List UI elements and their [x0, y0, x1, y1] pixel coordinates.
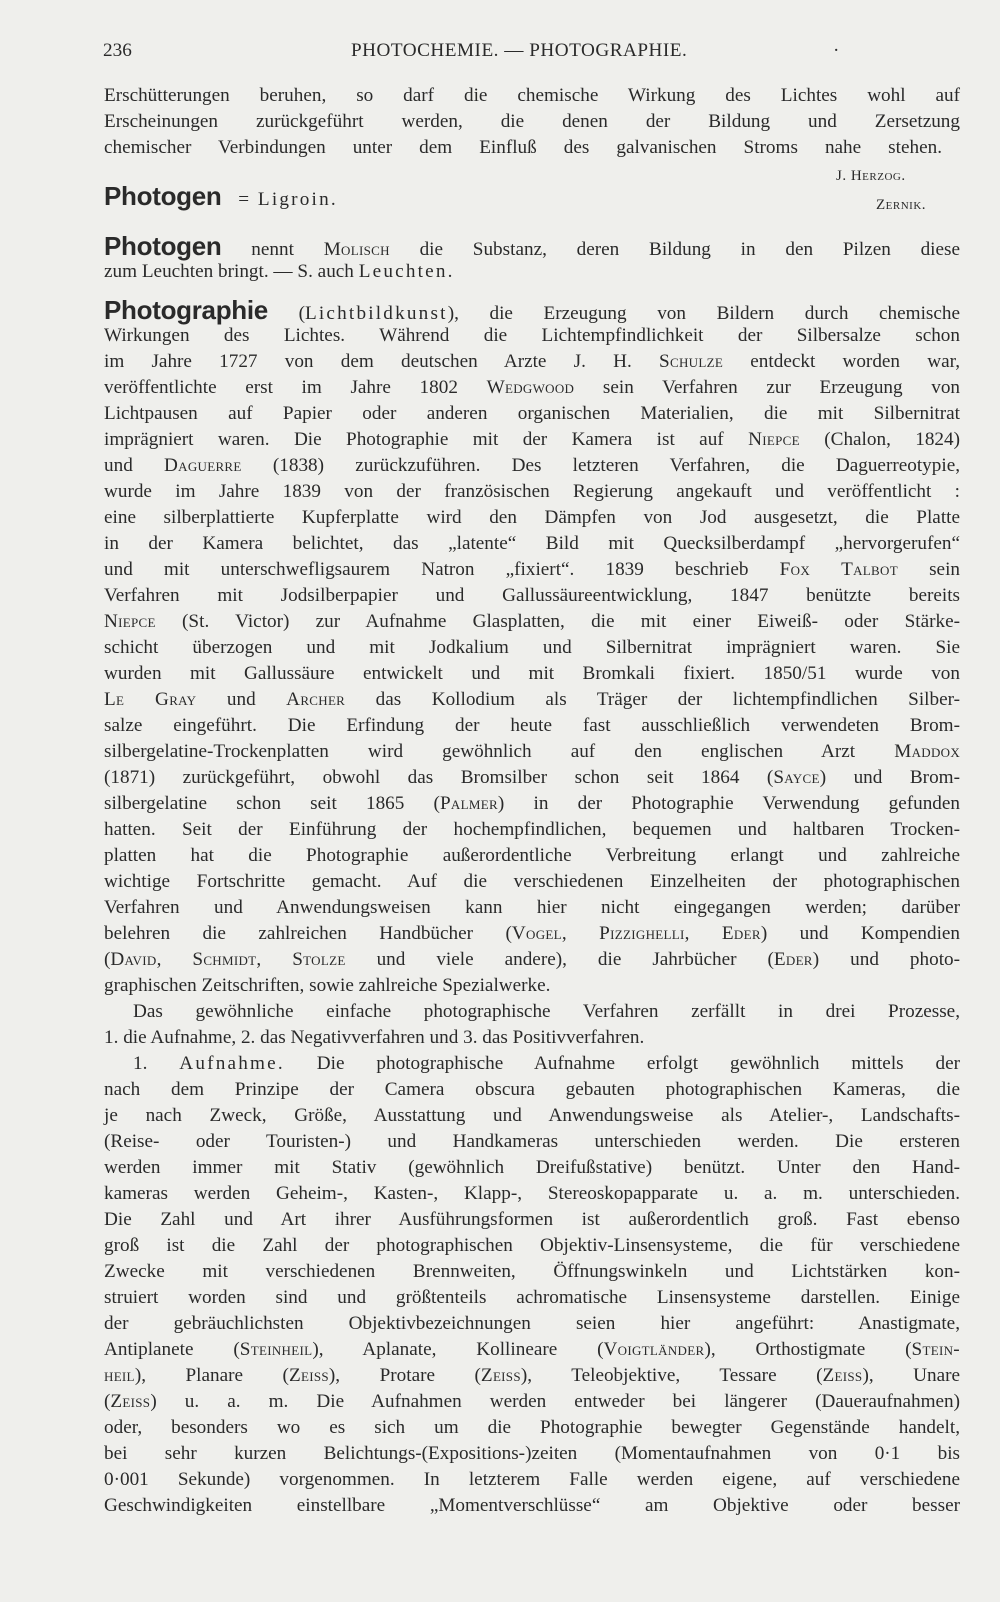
text-span: sein Verfahren zur Erzeugung von — [602, 377, 961, 398]
text-span: Die photographische Aufnahme erfolgt gewöhnlich mittels der — [316, 1053, 961, 1074]
text-line: Erschütterungen beruhen, so darf die chemische Wirkung des Lichtes wohl auf — [104, 85, 960, 106]
entry-photogen-ligroin — [104, 181, 960, 214]
text-span: zum Leuchten bringt. — S. auch — [104, 261, 354, 282]
text-line — [104, 350, 960, 374]
text-line — [104, 454, 960, 478]
text-line: groß ist die Zahl der photographischen Objektiv-Linsensysteme, die für verschiedene — [104, 1235, 960, 1256]
text-span: silbergelatine-Trockenplatten wird gewöhnlich auf den englischen Arzt — [104, 741, 856, 762]
text-line: platten hat die Photographie außerordentliche Verbreitung erlangt und zahlreiche — [104, 845, 960, 866]
running-header — [103, 40, 943, 64]
person-name: Molisch — [323, 239, 390, 260]
person-name: Le Gray — [104, 689, 197, 710]
text-line: eine silberplattierte Kupferplatte wird den Dämpfen von Jod ausgesetzt, die Platte — [104, 507, 960, 528]
text-span: ), Teleobjektive, Tessare ( — [520, 1365, 823, 1386]
text-line: oder, besonders wo es sich um die Photographie bewegter Gegenstände handelt, — [104, 1417, 960, 1438]
text-line — [104, 792, 960, 816]
text-line — [104, 376, 960, 400]
text-line: Das gewöhnliche einfache photographische Verfahren zerfällt in drei Prozesse, — [133, 1001, 960, 1022]
text-line: schicht überzogen und mit Jodkalium und Silbernitrat imprägniert waren. Sie — [104, 637, 960, 658]
text-line: Zwecke mit verschiedenen Brennweiten, Öffnungswinkeln und Lichtstärken kon- — [104, 1261, 960, 1282]
text-span: ) und Brom- — [819, 767, 960, 788]
text-line: der gebräuchlichsten Objektivbezeichnungen seien hier angeführt: Anastigmate, — [104, 1313, 960, 1334]
text-line — [104, 428, 960, 452]
text-span: (1838) zurückzuführen. Des letzteren Verfahren, die Daguerreotypie, — [272, 455, 961, 476]
text-line: 1. die Aufnahme, 2. das Negativverfahren und 3. das Positivverfahren. — [104, 1027, 645, 1048]
text-line — [104, 922, 960, 946]
text-span: ), Planare ( — [134, 1365, 289, 1386]
text-span: imprägniert waren. Die Photographie mit der Kamera ist auf — [104, 429, 724, 450]
text-span: sein — [929, 559, 961, 580]
text-span: und viele andere), die Jahrbücher ( — [376, 949, 774, 970]
person-name: Archer — [286, 689, 346, 710]
person-name: Fox Talbot — [779, 559, 898, 580]
person-name: Zeiss — [288, 1365, 329, 1386]
text-line: nach dem Prinzipe der Camera obscura gebauten photographischen Kameras, die — [104, 1079, 960, 1100]
text-line: 0·001 Sekunde) vorgenommen. In letzterem Falle werden eigene, auf verschiedene — [104, 1469, 960, 1490]
text-span: nennt — [251, 239, 294, 260]
text-span: (Chalon, 1824) — [824, 429, 961, 450]
person-name: Palmer — [439, 793, 498, 814]
header-dot: · — [833, 40, 840, 61]
text-line — [104, 688, 960, 712]
person-name: Eder — [721, 923, 761, 944]
person-name: Vogel — [511, 923, 562, 944]
author-signature: Zernik. — [876, 197, 927, 213]
text-line: chemischer Verbindungen unter dem Einfluß des galvanischen Stroms nahe stehen. — [104, 137, 942, 158]
text-line — [104, 740, 960, 764]
text-line — [104, 1390, 960, 1414]
text-span: ) in der Photographie Verwendung gefunden — [497, 793, 961, 814]
text-line — [104, 610, 960, 634]
text-line: in der Kamera belichtet, das „latente“ Bild mit Quecksilberdampf „hervorgerufen“ — [104, 533, 960, 554]
person-name: Schmidt — [192, 949, 257, 970]
text-line: Verfahren und Anwendungsweisen kann hier nicht eingegangen werden; darüber — [104, 897, 960, 918]
entry-headword: Photogen — [104, 181, 222, 211]
text-line: Geschwindigkeiten einstellbare „Momentverschlüsse“ am Objektive oder besser — [104, 1495, 960, 1516]
text-span: belehren die zahlreichen Handbücher ( — [104, 923, 512, 944]
text-line: bei sehr kurzen Belichtungs-(Expositions-)zeiten (Momentaufnahmen von 0·1 bis — [104, 1443, 960, 1464]
text-span: ), Aplanate, Kollineare ( — [312, 1339, 604, 1360]
person-name: heil — [104, 1365, 135, 1386]
person-name: Daguerre — [164, 455, 242, 476]
person-name: Eder — [773, 949, 813, 970]
cross-reference: Ligroin. — [257, 189, 338, 210]
text-line — [133, 1052, 960, 1076]
text-span: entdeckt worden war, — [750, 351, 961, 372]
text-line: wichtige Fortschritte gemacht. Auf die verschiedenen Einzelheiten der photographischen — [104, 871, 960, 892]
text-span: (St. Victor) zur Aufnahme Glasplatten, die mit einer Eiweiß- oder Stärke- — [182, 611, 960, 632]
text-line: Lichtpausen auf Papier oder anderen organischen Materialien, die mit Silbernitrat — [104, 403, 960, 424]
text-line: graphischen Zeitschriften, sowie zahlreiche Spezialwerke. — [104, 975, 551, 996]
text-line: kameras werden Geheim-, Kasten-, Klapp-, Stereoskopapparate u. a. m. unterschieden. — [104, 1183, 960, 1204]
person-name: Stolze — [292, 949, 346, 970]
text-line: Erscheinungen zurückgeführt werden, die denen der Bildung und Zersetzung — [104, 111, 960, 132]
text-line — [104, 558, 960, 582]
text-span: die Substanz, deren Bildung in den Pilzen diese — [419, 239, 961, 260]
text-span: , — [684, 923, 690, 944]
person-name: Niepce — [748, 429, 800, 450]
person-name: Wedgwood — [486, 377, 575, 398]
text-span: ), die Erzeugung von Bildern durch chemische — [447, 303, 960, 324]
text-line: je nach Zweck, Größe, Ausstattung und Anwendungsweise als Atelier-, Landschafts- — [104, 1105, 960, 1126]
text-line: Verfahren mit Jodsilberpapier und Gallussäureentwicklung, 1847 benützte bereits — [104, 585, 960, 606]
person-name: Voigtländer — [603, 1339, 705, 1360]
text-span: und — [226, 689, 256, 710]
text-line: werden immer mit Stativ (gewöhnlich Dreifußstative) benützt. Unter den Hand- — [104, 1157, 960, 1178]
section-term: Aufnahme. — [179, 1053, 285, 1074]
text-span: veröffentlichte erst im Jahre 1802 — [104, 377, 458, 398]
text-span: ), Orthostigmate ( — [704, 1339, 912, 1360]
text-line: (Reise- oder Touristen-) und Handkameras unterschieden werden. Die ersteren — [104, 1131, 960, 1152]
person-name: Niepce — [104, 611, 156, 632]
text-line — [104, 766, 960, 790]
text-line: Wirkungen des Lichtes. Während die Lichtempfindlichkeit der Silbersalze schon — [104, 325, 960, 346]
entry-photogen — [104, 231, 961, 261]
entry-headword: Photogen — [104, 231, 222, 261]
running-title: PHOTOCHEMIE. — PHOTOGRAPHIE. — [351, 40, 688, 61]
text-span: ) und Kompendien — [760, 923, 961, 944]
person-name: Pizzighelli — [599, 923, 685, 944]
text-line: wurde im Jahre 1839 von der französischen Regierung angekauft und veröffentlicht : — [104, 481, 960, 502]
text-span: (1871) zurückgeführt, obwohl das Bromsilber schon seit 1864 ( — [104, 767, 774, 788]
person-name: Steinheil — [239, 1339, 313, 1360]
page-number: 236 — [103, 40, 132, 61]
text-line: wurden mit Gallussäure entwickelt und mit Bromkali fixiert. 1850/51 wurde von — [104, 663, 960, 684]
text-line: hatten. Seit der Einführung der hochempfindlichen, bequemen und haltbaren Trocken- — [104, 819, 960, 840]
text-span: das Kollodium als Träger der lichtempfindlichen Silber- — [375, 689, 961, 710]
entry-photographie — [104, 295, 960, 325]
text-span: ) und photo- — [812, 949, 961, 970]
person-name: Zeiss — [822, 1365, 863, 1386]
text-span: und — [104, 455, 133, 476]
text-span: , — [256, 949, 262, 970]
text-line — [104, 260, 960, 284]
text-span: ( — [104, 949, 111, 970]
person-name: David — [110, 949, 157, 970]
text-line — [104, 1364, 960, 1388]
text-span: silbergelatine schon seit 1865 ( — [104, 793, 440, 814]
text-span: , — [561, 923, 567, 944]
text-line — [104, 948, 960, 972]
text-span: ) u. a. m. Die Aufnahmen werden entweder bei längerer (Daueraufnahmen) — [150, 1391, 960, 1412]
person-name: Schulze — [659, 351, 724, 372]
person-name: Zeiss — [480, 1365, 521, 1386]
entry-headword: Photographie — [104, 295, 268, 325]
text-span: ( — [298, 303, 305, 324]
author-signature: J. Herzog. — [836, 168, 906, 184]
text-line: struiert worden sind und größtenteils achromatische Linsensysteme darstellen. Einige — [104, 1287, 960, 1308]
text-span: ( — [104, 1391, 111, 1412]
text-span: ), Unare — [862, 1365, 961, 1386]
spaced-term: Lichtbildkunst — [304, 303, 448, 324]
text-span: ), Protare ( — [328, 1365, 481, 1386]
cross-reference: Leuchten. — [358, 261, 455, 282]
equals-sign: = — [238, 189, 250, 210]
person-name: Stein- — [911, 1339, 960, 1360]
text-span: Antiplanete ( — [104, 1339, 240, 1360]
person-name: Sayce — [773, 767, 820, 788]
text-span: 1. — [133, 1053, 148, 1074]
person-name: Maddox — [894, 741, 961, 762]
text-span: und mit unterschwefligsaurem Natron „fixiert“. 1839 beschrieb — [104, 559, 749, 580]
text-line: salze eingeführt. Die Erfindung der heute fast ausschließlich verwendeten Brom- — [104, 715, 960, 736]
text-span: im Jahre 1727 von dem deutschen Arzte J. H. — [104, 351, 632, 372]
text-line — [104, 1338, 960, 1362]
person-name: Zeiss — [110, 1391, 151, 1412]
text-line: Die Zahl und Art ihrer Ausführungsformen ist außerordentlich groß. Fast ebenso — [104, 1209, 960, 1230]
text-span: , — [156, 949, 162, 970]
